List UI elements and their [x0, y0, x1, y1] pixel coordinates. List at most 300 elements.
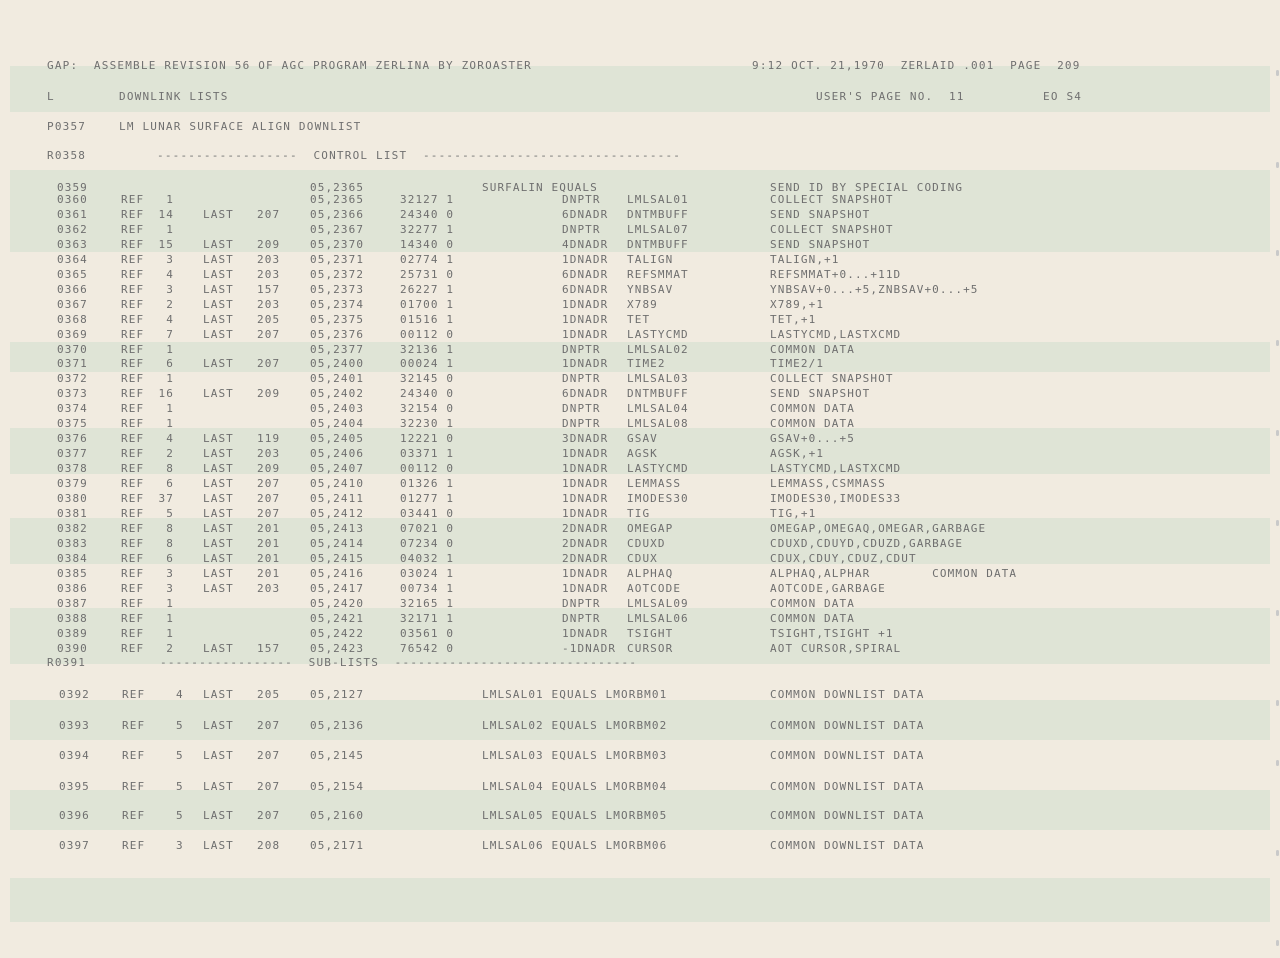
- row-opcode: 1DNADR: [562, 462, 609, 476]
- row-last-page: 209: [257, 387, 281, 401]
- row-comment: AGSK,+1: [770, 447, 825, 461]
- sublist-ref-count: 3: [176, 839, 184, 852]
- row-line-number: 0365: [57, 267, 88, 281]
- row-last-label: LAST: [203, 581, 234, 595]
- row-octal-code: 24340 0: [400, 387, 455, 401]
- sublist-equals-statement: LMLSAL03 EQUALS LMORBM03: [482, 749, 668, 762]
- row-comment: COMMON DATA: [770, 402, 855, 416]
- control-list-label: ------------------ CONTROL LIST ---------------------------------: [157, 149, 682, 162]
- row-line-number: 0390: [57, 641, 88, 655]
- row-comment: CDUX,CDUY,CDUZ,CDUT: [770, 551, 917, 565]
- feed-hole: [1276, 610, 1279, 616]
- row-ref-label: REF: [121, 432, 145, 446]
- row-line-number: 0384: [57, 551, 88, 565]
- row-comment: TIG,+1: [770, 506, 817, 520]
- row-octal-code: 14340 0: [400, 237, 455, 251]
- row-ref-label: REF: [121, 506, 145, 520]
- row-ref-count: 6: [166, 357, 174, 371]
- sublist-equals-statement: LMLSAL02 EQUALS LMORBM02: [482, 719, 668, 732]
- subheader-label: L: [47, 90, 55, 103]
- row-octal-code: 01277 1: [400, 492, 455, 505]
- row-opcode: 1DNADR: [562, 297, 609, 311]
- row-ref-label: REF: [121, 267, 145, 281]
- sublist-comment: COMMON DOWNLIST DATA: [770, 688, 925, 701]
- row-last-label: LAST: [203, 536, 234, 550]
- row-ref-count: 1: [166, 222, 174, 236]
- row-ref-label: REF: [121, 372, 145, 386]
- row-last-page: 207: [257, 477, 281, 491]
- row-line-number: 0381: [57, 506, 88, 520]
- row-ref-label: REF: [121, 521, 145, 535]
- row-line-number: 0371: [57, 357, 88, 371]
- row-comment: ALPHAQ,ALPHAR COMMON DATA: [770, 566, 1018, 580]
- row-address: 05,2405: [310, 432, 365, 446]
- sublist-ref-label: REF: [122, 780, 146, 793]
- subheader-code: EO S4: [1043, 90, 1083, 103]
- row-comment: CDUXD,CDUYD,CDUZD,GARBAGE: [770, 536, 964, 550]
- row-comment: SEND SNAPSHOT: [770, 207, 871, 221]
- row-comment: LASTYCMD,LASTXCMD: [770, 327, 902, 341]
- row-address: 05,2365: [310, 193, 365, 206]
- sublist-equals-statement: LMLSAL01 EQUALS LMORBM01: [482, 688, 668, 701]
- sublist-last-label: LAST: [203, 839, 234, 852]
- row-last-label: LAST: [203, 506, 234, 520]
- sublist-line-number: 0393: [59, 719, 90, 732]
- row-line-number: 0366: [57, 282, 88, 296]
- row-opcode: DNPTR: [562, 222, 601, 236]
- row-octal-code: 00734 1: [400, 581, 455, 595]
- row-last-label: LAST: [203, 551, 234, 565]
- row-ref-label: REF: [121, 327, 145, 341]
- row-line-number: 0372: [57, 372, 88, 386]
- row-ref-label: REF: [121, 551, 145, 565]
- row-address: 05,2416: [310, 566, 365, 580]
- row-ref-label: REF: [121, 193, 145, 206]
- paper-band: [10, 878, 1270, 922]
- row-line-number: 0377: [57, 447, 88, 461]
- row-address: 05,2423: [310, 641, 365, 655]
- row-comment: COLLECT SNAPSHOT: [770, 193, 894, 206]
- sublist-last-label: LAST: [203, 688, 234, 701]
- row-last-page: 207: [257, 492, 281, 505]
- row-ref-count: 1: [166, 611, 174, 625]
- row-ref-label: REF: [121, 357, 145, 371]
- feed-hole: [1276, 520, 1279, 526]
- row-octal-code: 01516 1: [400, 312, 455, 326]
- row-operand: AGSK: [627, 447, 658, 461]
- row-opcode: DNPTR: [562, 596, 601, 610]
- row-ref-count: 2: [166, 297, 174, 311]
- row-address: 05,2371: [310, 252, 365, 266]
- row-operand: DNTMBUFF: [627, 207, 689, 221]
- row-comment: COMMON DATA: [770, 417, 855, 431]
- row-last-page: 203: [257, 447, 281, 461]
- row-ref-count: 15: [158, 237, 174, 251]
- row-line-number: 0378: [57, 462, 88, 476]
- row-opcode: -1DNADR: [562, 641, 617, 655]
- row-ref-count: 3: [166, 566, 174, 580]
- row-opcode: 1DNADR: [562, 327, 609, 341]
- row-ref-count: 6: [166, 477, 174, 491]
- row-octal-code: 12221 0: [400, 432, 455, 446]
- row-ref-count: 3: [166, 252, 174, 266]
- row-opcode: DNPTR: [562, 193, 601, 206]
- row-address: 05,2366: [310, 207, 365, 221]
- row-ref-count: 2: [166, 641, 174, 655]
- row-operand: CURSOR: [627, 641, 674, 655]
- row-operand: LMLSAL08: [627, 417, 689, 431]
- row-comment: TALIGN,+1: [770, 252, 840, 266]
- row-last-label: LAST: [203, 477, 234, 491]
- row-opcode: DNPTR: [562, 402, 601, 416]
- row-comment: OMEGAP,OMEGAQ,OMEGAR,GARBAGE: [770, 521, 987, 535]
- row-line-number: 0368: [57, 312, 88, 326]
- section-id: P0357: [47, 120, 87, 133]
- row-last-label: LAST: [203, 492, 234, 505]
- row-ref-label: REF: [121, 387, 145, 401]
- row-operand: TET: [627, 312, 651, 326]
- row-operand: LMLSAL04: [627, 402, 689, 416]
- row-operand: LMLSAL07: [627, 222, 689, 236]
- row-last-label: LAST: [203, 357, 234, 371]
- control-id: R0358: [47, 149, 87, 162]
- row-opcode: 1DNADR: [562, 477, 609, 491]
- row-line-number: 0374: [57, 402, 88, 416]
- row-operand: LASTYCMD: [627, 327, 689, 341]
- row-address: 05,2370: [310, 237, 365, 251]
- row-address: 05,2410: [310, 477, 365, 491]
- row-comment: YNBSAV+0...+5,ZNBSAV+0...+5: [770, 282, 979, 296]
- row-comment: GSAV+0...+5: [770, 432, 855, 446]
- sublist-address: 05,2154: [310, 780, 365, 793]
- row-last-page: 201: [257, 536, 281, 550]
- row-ref-label: REF: [121, 417, 145, 431]
- row-octal-code: 07234 0: [400, 536, 455, 550]
- row-address: 05,2420: [310, 596, 365, 610]
- sublist-equals-statement: LMLSAL05 EQUALS LMORBM05: [482, 809, 668, 822]
- row-line-number: 0379: [57, 477, 88, 491]
- row-ref-label: REF: [121, 237, 145, 251]
- sublist-comment: COMMON DOWNLIST DATA: [770, 780, 925, 793]
- sublist-last-page: 208: [257, 839, 281, 852]
- row-operand: REFSMMAT: [627, 267, 689, 281]
- row-ref-count: 3: [166, 282, 174, 296]
- row-octal-code: 32171 1: [400, 611, 455, 625]
- row-opcode: 1DNADR: [562, 506, 609, 520]
- row-last-page: 207: [257, 357, 281, 371]
- row-opcode: 2DNADR: [562, 551, 609, 565]
- sublist-ref-count: 4: [176, 688, 184, 701]
- row-comment: SEND SNAPSHOT: [770, 237, 871, 251]
- row-operand: CDUXD: [627, 536, 666, 550]
- row-comment: TIME2/1: [770, 357, 825, 371]
- sublist-last-page: 207: [257, 780, 281, 793]
- row-opcode: DNPTR: [562, 372, 601, 386]
- row-comment: REFSMMAT+0...+11D: [770, 267, 902, 281]
- row-last-page: 203: [257, 267, 281, 281]
- row-last-label: LAST: [203, 327, 234, 341]
- row-last-page: 203: [257, 581, 281, 595]
- row-last-label: LAST: [203, 297, 234, 311]
- row-comment: COMMON DATA: [770, 611, 855, 625]
- row-operand: CDUX: [627, 551, 658, 565]
- sublist-address: 05,2136: [310, 719, 365, 732]
- feed-hole: [1276, 340, 1279, 346]
- sublist-ref-count: 5: [176, 809, 184, 822]
- sublist-address: 05,2160: [310, 809, 365, 822]
- row-last-label: LAST: [203, 432, 234, 446]
- sublist-ref-count: 5: [176, 749, 184, 762]
- row-ref-count: 5: [166, 506, 174, 520]
- row-opcode: 1DNADR: [562, 447, 609, 461]
- row-ref-count: 1: [166, 193, 174, 206]
- row-line-number: 0380: [57, 492, 88, 505]
- row-ref-label: REF: [121, 342, 145, 356]
- row-operand: AOTCODE: [627, 581, 682, 595]
- row-line-number: 0373: [57, 387, 88, 401]
- row-ref-count: 4: [166, 432, 174, 446]
- feed-hole: [1276, 250, 1279, 256]
- row-line-number: 0387: [57, 596, 88, 610]
- sublist-ref-label: REF: [122, 688, 146, 701]
- row-ref-label: REF: [121, 626, 145, 640]
- row-operand: DNTMBUFF: [627, 237, 689, 251]
- row-octal-code: 01326 1: [400, 477, 455, 491]
- row-comment: COMMON DATA: [770, 596, 855, 610]
- row-comment: TSIGHT,TSIGHT +1: [770, 626, 894, 640]
- row-line-number: 0388: [57, 611, 88, 625]
- row-last-label: LAST: [203, 387, 234, 401]
- row-line-number: 0382: [57, 521, 88, 535]
- row-ref-count: 14: [158, 207, 174, 221]
- row-operand: OMEGAP: [627, 521, 674, 535]
- sublist-ref-label: REF: [122, 749, 146, 762]
- row-ref-label: REF: [121, 462, 145, 476]
- row-ref-label: REF: [121, 536, 145, 550]
- row-address: 05,2413: [310, 521, 365, 535]
- row-operand: GSAV: [627, 432, 658, 446]
- feed-hole: [1276, 162, 1279, 168]
- row-ref-count: 4: [166, 267, 174, 281]
- row-last-label: LAST: [203, 521, 234, 535]
- row-opcode: 6DNADR: [562, 207, 609, 221]
- subheader-title: DOWNLINK LISTS: [119, 90, 229, 103]
- row-operand: YNBSAV: [627, 282, 674, 296]
- row-line-number: 0362: [57, 222, 88, 236]
- row-ref-count: 8: [166, 536, 174, 550]
- row-octal-code: 26227 1: [400, 282, 455, 296]
- sublist-last-label: LAST: [203, 780, 234, 793]
- row-octal-code: 00024 1: [400, 357, 455, 371]
- row-octal-code: 32145 0: [400, 372, 455, 386]
- sublist-last-page: 207: [257, 719, 281, 732]
- sublist-address: 05,2145: [310, 749, 365, 762]
- row-comment: AOT CURSOR,SPIRAL: [770, 641, 902, 655]
- row-comment: TET,+1: [770, 312, 817, 326]
- row-comment: SEND SNAPSHOT: [770, 387, 871, 401]
- feed-hole: [1276, 850, 1279, 856]
- row-octal-code: 03561 0: [400, 626, 455, 640]
- row-operand: TIG: [627, 506, 651, 520]
- row-line-number: 0361: [57, 207, 88, 221]
- row-line-number: 0364: [57, 252, 88, 266]
- sublist-line-number: 0396: [59, 809, 90, 822]
- row-last-label: LAST: [203, 447, 234, 461]
- row-operand: LASTYCMD: [627, 462, 689, 476]
- row-address: 05,2402: [310, 387, 365, 401]
- row-last-label: LAST: [203, 312, 234, 326]
- row-octal-code: 02774 1: [400, 252, 455, 266]
- row-opcode: DNPTR: [562, 611, 601, 625]
- row-comment: LEMMASS,CSMMASS: [770, 477, 886, 491]
- row-ref-count: 8: [166, 462, 174, 476]
- row-octal-code: 00112 0: [400, 462, 455, 476]
- row-last-page: 209: [257, 237, 281, 251]
- sublist-comment: COMMON DOWNLIST DATA: [770, 719, 925, 732]
- sublist-line-number: 0397: [59, 839, 90, 852]
- row-opcode: DNPTR: [562, 417, 601, 431]
- row-comment: X789,+1: [770, 297, 825, 311]
- row-last-page: 207: [257, 207, 281, 221]
- row-operand: TALIGN: [627, 252, 674, 266]
- row-octal-code: 03024 1: [400, 566, 455, 580]
- row-address: 05,2414: [310, 536, 365, 550]
- sublist-ref-label: REF: [122, 839, 146, 852]
- row-ref-label: REF: [121, 222, 145, 236]
- row-last-page: 157: [257, 641, 281, 655]
- row-address: 05,2375: [310, 312, 365, 326]
- row-opcode: 2DNADR: [562, 521, 609, 535]
- row-last-page: 157: [257, 282, 281, 296]
- row-address: 05,2422: [310, 626, 365, 640]
- sublist-line-number: 0395: [59, 780, 90, 793]
- row-opcode: 1DNADR: [562, 492, 609, 505]
- row-octal-code: 07021 0: [400, 521, 455, 535]
- row-octal-code: 32277 1: [400, 222, 455, 236]
- section-title: LM LUNAR SURFACE ALIGN DOWNLIST: [119, 120, 362, 133]
- row-ref-label: REF: [121, 312, 145, 326]
- row-octal-code: 24340 0: [400, 207, 455, 221]
- row-last-page: 201: [257, 521, 281, 535]
- row-opcode: 6DNADR: [562, 282, 609, 296]
- sublist-address: 05,2171: [310, 839, 365, 852]
- row-line-number: 0376: [57, 432, 88, 446]
- row-last-page: 203: [257, 252, 281, 266]
- row-octal-code: 32136 1: [400, 342, 455, 356]
- row-line-number: 0389: [57, 626, 88, 640]
- row-operand: LMLSAL03: [627, 372, 689, 386]
- row-ref-label: REF: [121, 596, 145, 610]
- row-ref-count: 6: [166, 551, 174, 565]
- row-last-page: 209: [257, 462, 281, 476]
- row-ref-label: REF: [121, 207, 145, 221]
- row-comment: COLLECT SNAPSHOT: [770, 372, 894, 386]
- row-opcode: 2DNADR: [562, 536, 609, 550]
- sublist-ref-label: REF: [122, 719, 146, 732]
- sublist-comment: COMMON DOWNLIST DATA: [770, 809, 925, 822]
- row-operand: LMLSAL01: [627, 193, 689, 206]
- row-opcode: 6DNADR: [562, 387, 609, 401]
- row-ref-count: 7: [166, 327, 174, 341]
- row-comment: AOTCODE,GARBAGE: [770, 581, 886, 595]
- row-comment: IMODES30,IMODES33: [770, 492, 902, 505]
- row-opcode: 1DNADR: [562, 252, 609, 266]
- row-line-number: 0370: [57, 342, 88, 356]
- row-operand: LMLSAL02: [627, 342, 689, 356]
- row-ref-count: 1: [166, 402, 174, 416]
- row-ref-count: 2: [166, 447, 174, 461]
- row-ref-label: REF: [121, 252, 145, 266]
- row-line-number: 0383: [57, 536, 88, 550]
- row-ref-label: REF: [121, 447, 145, 461]
- row-ref-label: REF: [121, 297, 145, 311]
- row-ref-count: 37: [158, 492, 174, 505]
- row-operand: LEMMASS: [627, 477, 682, 491]
- row-opcode: 4DNADR: [562, 237, 609, 251]
- row-operand: IMODES30: [627, 492, 689, 505]
- sublist-last-label: LAST: [203, 809, 234, 822]
- sublist-last-label: LAST: [203, 719, 234, 732]
- row-line-number: 0360: [57, 193, 88, 206]
- row-last-page: 203: [257, 297, 281, 311]
- row-octal-code: 03371 1: [400, 447, 455, 461]
- sublist-label: ----------------- SUB-LISTS -------------------------------: [160, 656, 638, 669]
- row-opcode: 1DNADR: [562, 581, 609, 595]
- row-line-number: 0369: [57, 327, 88, 341]
- sublist-id: R0391: [47, 656, 87, 669]
- row-comment: COMMON DATA: [770, 342, 855, 356]
- row-operand: ALPHAQ: [627, 566, 674, 580]
- sublist-address: 05,2127: [310, 688, 365, 701]
- feed-hole: [1276, 760, 1279, 766]
- row-address: 05,2407: [310, 462, 365, 476]
- sublist-comment: COMMON DOWNLIST DATA: [770, 749, 925, 762]
- row-last-page: 207: [257, 506, 281, 520]
- sublist-last-page: 207: [257, 749, 281, 762]
- row-octal-code: 32230 1: [400, 417, 455, 431]
- surfalin-line-number: 0359: [57, 181, 88, 194]
- row-address: 05,2376: [310, 327, 365, 341]
- row-opcode: 1DNADR: [562, 357, 609, 371]
- row-line-number: 0363: [57, 237, 88, 251]
- row-operand: LMLSAL06: [627, 611, 689, 625]
- row-opcode: DNPTR: [562, 342, 601, 356]
- row-operand: X789: [627, 297, 658, 311]
- row-ref-count: 4: [166, 312, 174, 326]
- sublist-comment: COMMON DOWNLIST DATA: [770, 839, 925, 852]
- row-octal-code: 04032 1: [400, 551, 455, 565]
- user-page-number: USER'S PAGE NO. 11: [816, 90, 965, 103]
- row-ref-label: REF: [121, 492, 145, 505]
- row-address: 05,2412: [310, 506, 365, 520]
- feed-hole: [1276, 700, 1279, 706]
- sublist-line-number: 0392: [59, 688, 90, 701]
- row-octal-code: 25731 0: [400, 267, 455, 281]
- row-ref-label: REF: [121, 566, 145, 580]
- row-ref-label: REF: [121, 581, 145, 595]
- row-octal-code: 32154 0: [400, 402, 455, 416]
- row-address: 05,2421: [310, 611, 365, 625]
- feed-hole: [1276, 940, 1279, 946]
- row-ref-count: 1: [166, 596, 174, 610]
- row-last-page: 119: [257, 432, 281, 446]
- sublist-equals-statement: LMLSAL04 EQUALS LMORBM04: [482, 780, 668, 793]
- row-ref-label: REF: [121, 402, 145, 416]
- sublist-last-page: 207: [257, 809, 281, 822]
- row-line-number: 0375: [57, 417, 88, 431]
- row-opcode: 3DNADR: [562, 432, 609, 446]
- row-last-page: 205: [257, 312, 281, 326]
